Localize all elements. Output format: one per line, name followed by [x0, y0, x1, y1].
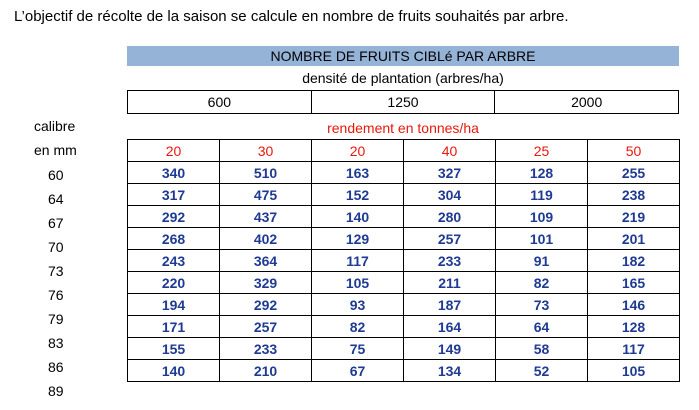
value-cell: 155: [128, 338, 220, 360]
fruit-count-table: [127, 139, 680, 382]
value-cell: 327: [404, 162, 496, 184]
value-cell: 187: [404, 294, 496, 316]
value-cell: 101: [496, 228, 588, 250]
value-cell: 119: [496, 184, 588, 206]
yield-cell: 25: [496, 140, 588, 162]
value-cell: 219: [588, 206, 680, 228]
intro-text: L’objectif de récolte de la saison se calcule en nombre de fruits souhaités par arbre.: [14, 8, 569, 25]
table-row: [128, 184, 680, 206]
value-cell: 233: [220, 338, 312, 360]
calibre-value: 76: [48, 287, 64, 303]
value-cell: 182: [588, 250, 680, 272]
value-cell: 292: [220, 294, 312, 316]
value-cell: 140: [128, 360, 220, 382]
yield-cell: 40: [404, 140, 496, 162]
value-cell: 211: [404, 272, 496, 294]
value-cell: 129: [312, 228, 404, 250]
value-cell: 128: [588, 316, 680, 338]
table-row: [128, 162, 680, 184]
value-cell: 171: [128, 316, 220, 338]
value-cell: 340: [128, 162, 220, 184]
calibre-value: 67: [48, 215, 64, 231]
value-cell: 194: [128, 294, 220, 316]
calibre-value: 60: [48, 167, 64, 183]
calibre-unit-label: en mm: [34, 142, 77, 158]
calibre-value: 89: [48, 383, 64, 399]
value-cell: 52: [496, 360, 588, 382]
value-cell: 93: [312, 294, 404, 316]
value-cell: 58: [496, 338, 588, 360]
value-cell: 163: [312, 162, 404, 184]
value-cell: 255: [588, 162, 680, 184]
calibre-value: 64: [48, 191, 64, 207]
table-row: [128, 316, 680, 338]
value-cell: 243: [128, 250, 220, 272]
value-cell: 146: [588, 294, 680, 316]
value-cell: 257: [220, 316, 312, 338]
table-row: [128, 338, 680, 360]
value-cell: 82: [496, 272, 588, 294]
table-row: [128, 228, 680, 250]
table-row: [128, 250, 680, 272]
value-cell: 437: [220, 206, 312, 228]
value-cell: 140: [312, 206, 404, 228]
table-row: [128, 272, 680, 294]
value-cell: 117: [312, 250, 404, 272]
value-cell: 210: [220, 360, 312, 382]
yield-cell: 30: [220, 140, 312, 162]
density-600: 600: [207, 94, 232, 110]
value-cell: 105: [588, 360, 680, 382]
value-cell: 152: [312, 184, 404, 206]
calibre-column: [48, 163, 78, 403]
calibre-value: 79: [48, 311, 64, 327]
density-1250: 1250: [311, 91, 495, 113]
value-cell: 257: [404, 228, 496, 250]
value-cell: 105: [312, 272, 404, 294]
value-cell: 220: [128, 272, 220, 294]
density-label: densité de plantation (arbres/ha): [302, 70, 504, 86]
value-cell: 238: [588, 184, 680, 206]
table-row: [128, 206, 680, 228]
value-cell: 402: [220, 228, 312, 250]
value-cell: 329: [220, 272, 312, 294]
yield-row: [128, 140, 680, 162]
value-cell: 292: [128, 206, 220, 228]
value-cell: 201: [588, 228, 680, 250]
value-cell: 91: [496, 250, 588, 272]
value-cell: 109: [496, 206, 588, 228]
value-cell: 64: [496, 316, 588, 338]
density-row: [127, 90, 679, 114]
value-cell: 164: [404, 316, 496, 338]
value-cell: 510: [220, 162, 312, 184]
value-cell: 134: [404, 360, 496, 382]
value-cell: 128: [496, 162, 588, 184]
calibre-value: 73: [48, 263, 64, 279]
value-cell: 317: [128, 184, 220, 206]
yield-cell: 50: [588, 140, 680, 162]
value-cell: 117: [588, 338, 680, 360]
value-cell: 364: [220, 250, 312, 272]
yield-cell: 20: [128, 140, 220, 162]
yield-cell: 20: [312, 140, 404, 162]
value-cell: 233: [404, 250, 496, 272]
value-cell: 268: [128, 228, 220, 250]
calibre-label: calibre: [34, 118, 76, 134]
calibre-value: 83: [48, 335, 64, 351]
value-cell: 149: [404, 338, 496, 360]
value-cell: 280: [404, 206, 496, 228]
table-row: [128, 294, 680, 316]
table-title: NOMBRE DE FRUITS CIBLé PAR ARBRE: [127, 46, 679, 66]
value-cell: 67: [312, 360, 404, 382]
value-cell: 475: [220, 184, 312, 206]
calibre-value: 70: [48, 239, 64, 255]
rendement-label: rendement en tonnes/ha: [327, 120, 479, 136]
value-cell: 82: [312, 316, 404, 338]
calibre-value: 86: [48, 359, 64, 375]
density-2000: 2000: [494, 91, 678, 113]
table-row: [128, 360, 680, 382]
value-cell: 73: [496, 294, 588, 316]
value-cell: 304: [404, 184, 496, 206]
value-cell: 75: [312, 338, 404, 360]
value-cell: 165: [588, 272, 680, 294]
